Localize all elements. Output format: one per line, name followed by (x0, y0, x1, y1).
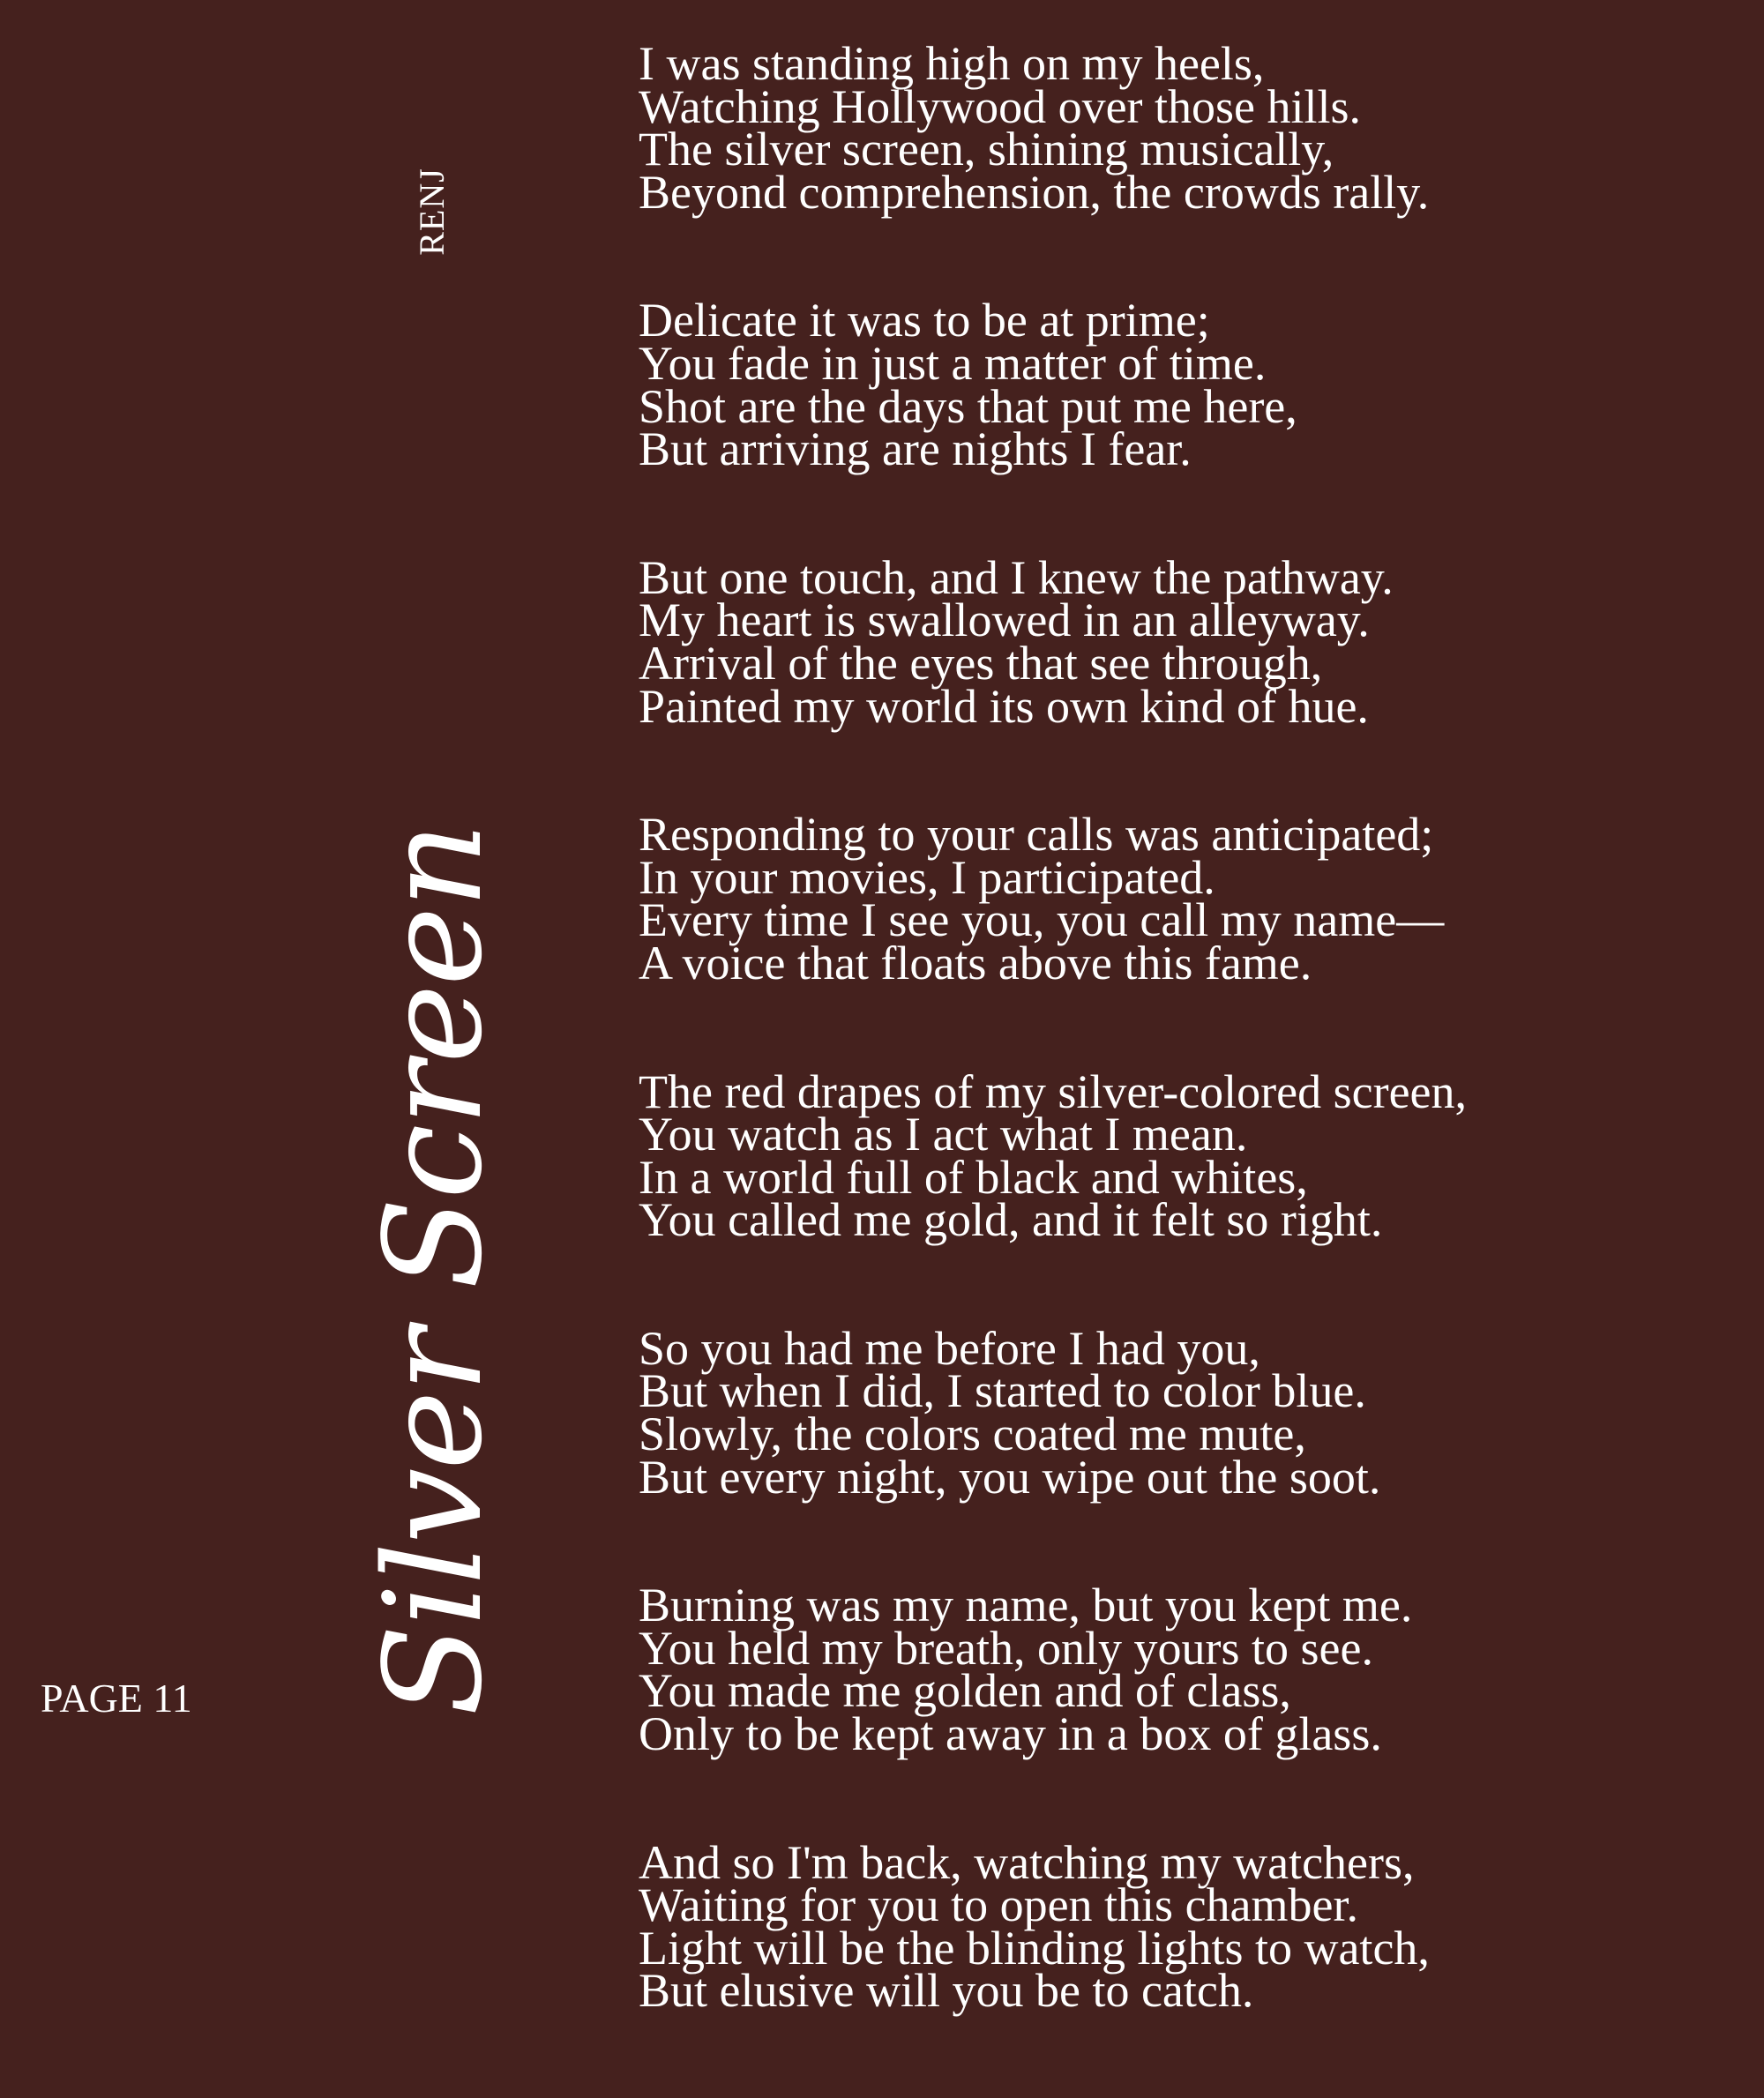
poem-line: But every night, you wipe out the soot. (639, 1450, 1381, 1504)
page-number: PAGE 11 (41, 1676, 192, 1721)
poem-line: Delicate it was to be at prime; (639, 294, 1210, 347)
poem-line: Slowly, the colors coated me mute, (639, 1407, 1306, 1461)
poem-line: Watching Hollywood over those hills. (639, 79, 1362, 133)
poem-line: Burning was my name, but you kept me. (639, 1579, 1413, 1632)
poem-line: You held my breath, only yours to see. (639, 1621, 1373, 1675)
stanza (639, 1321, 1732, 1504)
stanza (639, 294, 1732, 476)
poem-line: You made me golden and of class, (639, 1664, 1291, 1718)
poem-line: So you had me before I had you, (639, 1321, 1260, 1375)
poem-line: You called me gold, and it felt so right. (639, 1193, 1383, 1247)
poem-line: But elusive will you be to catch. (639, 1964, 1254, 2018)
poem-line: You watch as I act what I mean. (639, 1108, 1248, 1161)
stanza (639, 1064, 1732, 1247)
poem-line: In your movies, I participated. (639, 850, 1215, 904)
poem-line: My heart is swallowed in an alleyway. (639, 594, 1370, 647)
stanza (639, 808, 1732, 989)
stanza (639, 1835, 1732, 2018)
stanza (639, 550, 1732, 733)
poem-body (639, 37, 1732, 2098)
poem-line: The red drapes of my silver-colored screen, (639, 1064, 1468, 1118)
poem-line: But arriving are nights I fear. (639, 422, 1192, 476)
poem-line: Shot are the days that put me here, (639, 379, 1297, 433)
author-name: RENJ (412, 168, 452, 256)
poem-line: Responding to your calls was anticipated; (639, 808, 1434, 862)
poem-line: Every time I see you, you call my name— (639, 893, 1445, 947)
poem-line: You fade in just a matter of time. (639, 336, 1267, 390)
poem-line: Waiting for you to open this chamber. (639, 1878, 1358, 1932)
poem-title: Silver Screen (355, 824, 512, 1716)
poem-line: A voice that floats above this fame. (639, 936, 1312, 989)
poem-line: I was standing high on my heels, (639, 37, 1265, 90)
poem-line: And so I'm back, watching my watchers, (639, 1835, 1415, 1889)
poem-line: The silver screen, shining musically, (639, 123, 1334, 176)
poem-line: Light will be the blinding lights to watch, (639, 1921, 1430, 1975)
poem-line: Painted my world its own kind of hue. (639, 679, 1369, 733)
poem-line: Beyond comprehension, the crowds rally. (639, 165, 1430, 219)
poem-line: Only to be kept away in a box of glass. (639, 1707, 1382, 1761)
stanza (639, 1579, 1732, 1761)
poem-line: Arrival of the eyes that see through, (639, 636, 1323, 690)
poem-line: But when I did, I started to color blue. (639, 1364, 1366, 1418)
poem-line: But one touch, and I knew the pathway. (639, 550, 1394, 604)
stanza (639, 37, 1732, 219)
poem-line: In a world full of black and whites, (639, 1150, 1308, 1204)
